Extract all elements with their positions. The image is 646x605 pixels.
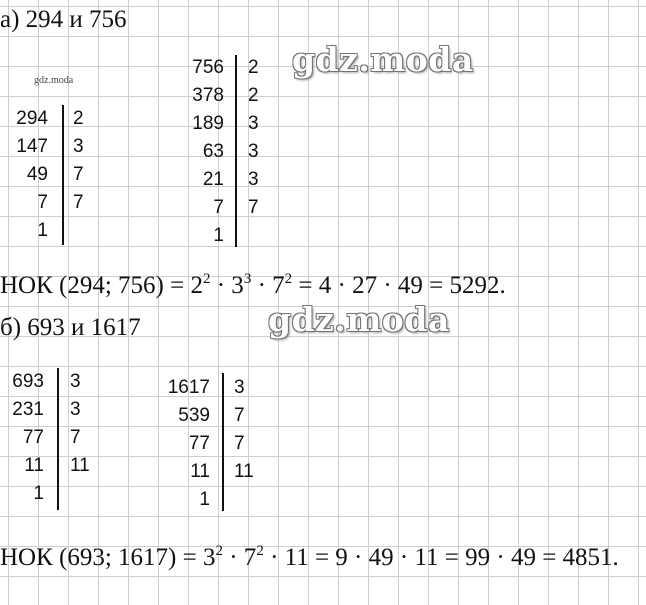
number-cell: 21 — [202, 169, 224, 190]
number-cell: 7 — [37, 192, 48, 213]
watermark-logo: gdz.moda — [292, 40, 474, 79]
number-cell: 294 — [16, 108, 48, 129]
formula-text: · 11 = 9 · 49 · 11 = 99 · 49 = 4851. — [263, 544, 619, 571]
divisor-cell: 7 — [234, 405, 245, 426]
number-cell: 1 — [199, 489, 210, 510]
number-cell: 231 — [12, 399, 44, 420]
number-cell: 1617 — [167, 377, 210, 398]
number-cell: 1 — [33, 483, 44, 504]
divisor-cell: 7 — [234, 433, 245, 454]
number-cell: 77 — [188, 433, 210, 454]
part-b-header: б) 693 и 1617 — [0, 314, 141, 341]
divisor-cell: 3 — [248, 169, 259, 190]
number-cell: 147 — [16, 136, 48, 157]
number-cell: 1 — [213, 225, 224, 246]
formula-text: · 7 — [251, 272, 285, 299]
divider-line — [62, 105, 64, 245]
number-cell: 1 — [37, 220, 48, 241]
lcm-formula-b — [0, 544, 619, 572]
divisor-cell: 2 — [248, 85, 259, 106]
divisor-cell: 3 — [248, 113, 259, 134]
divisor-cell: 11 — [70, 455, 90, 476]
divider-line — [57, 368, 59, 510]
divisor-cell: 7 — [70, 427, 81, 448]
exponent: 2 — [202, 271, 211, 287]
number-cell: 11 — [24, 455, 44, 476]
formula-text: НОК (294; 756) = 2 — [0, 272, 203, 299]
number-cell: 7 — [213, 197, 224, 218]
number-cell: 539 — [178, 405, 210, 426]
divisor-cell: 2 — [248, 57, 259, 78]
divider-line — [235, 55, 237, 247]
exponent: 3 — [243, 271, 252, 287]
divisor-cell: 7 — [73, 192, 84, 213]
number-cell: 49 — [26, 164, 48, 185]
exponent: 2 — [284, 271, 293, 287]
formula-text: = 4 · 27 · 49 = 5292. — [292, 272, 506, 299]
part-a-header: а) 294 и 756 — [0, 6, 127, 33]
number-cell: 63 — [202, 141, 224, 162]
exponent: 2 — [215, 543, 223, 559]
number-cell: 693 — [12, 371, 44, 392]
divisor-cell: 3 — [73, 136, 84, 157]
formula-text: · 3 — [210, 272, 244, 299]
number-cell: 756 — [192, 57, 224, 78]
formula-text: НОК (693; 1617) = 3 — [0, 544, 216, 571]
divider-line — [222, 373, 224, 511]
divisor-cell: 3 — [70, 399, 81, 420]
divisor-cell: 7 — [73, 164, 84, 185]
divisor-cell: 7 — [248, 197, 259, 218]
number-cell: 11 — [190, 461, 210, 482]
number-cell: 189 — [192, 113, 224, 134]
watermark-logo: gdz.moda — [268, 300, 450, 339]
exponent: 2 — [256, 543, 264, 559]
number-cell: 378 — [192, 85, 224, 106]
divisor-cell: 11 — [234, 461, 254, 482]
watermark-small: gdz.moda — [34, 75, 74, 86]
number-cell: 77 — [22, 427, 44, 448]
lcm-formula-a — [0, 272, 506, 300]
divisor-cell: 3 — [234, 377, 245, 398]
divisor-cell: 3 — [248, 141, 259, 162]
divisor-cell: 3 — [70, 371, 81, 392]
formula-text: · 7 — [222, 544, 257, 571]
divisor-cell: 2 — [73, 108, 84, 129]
